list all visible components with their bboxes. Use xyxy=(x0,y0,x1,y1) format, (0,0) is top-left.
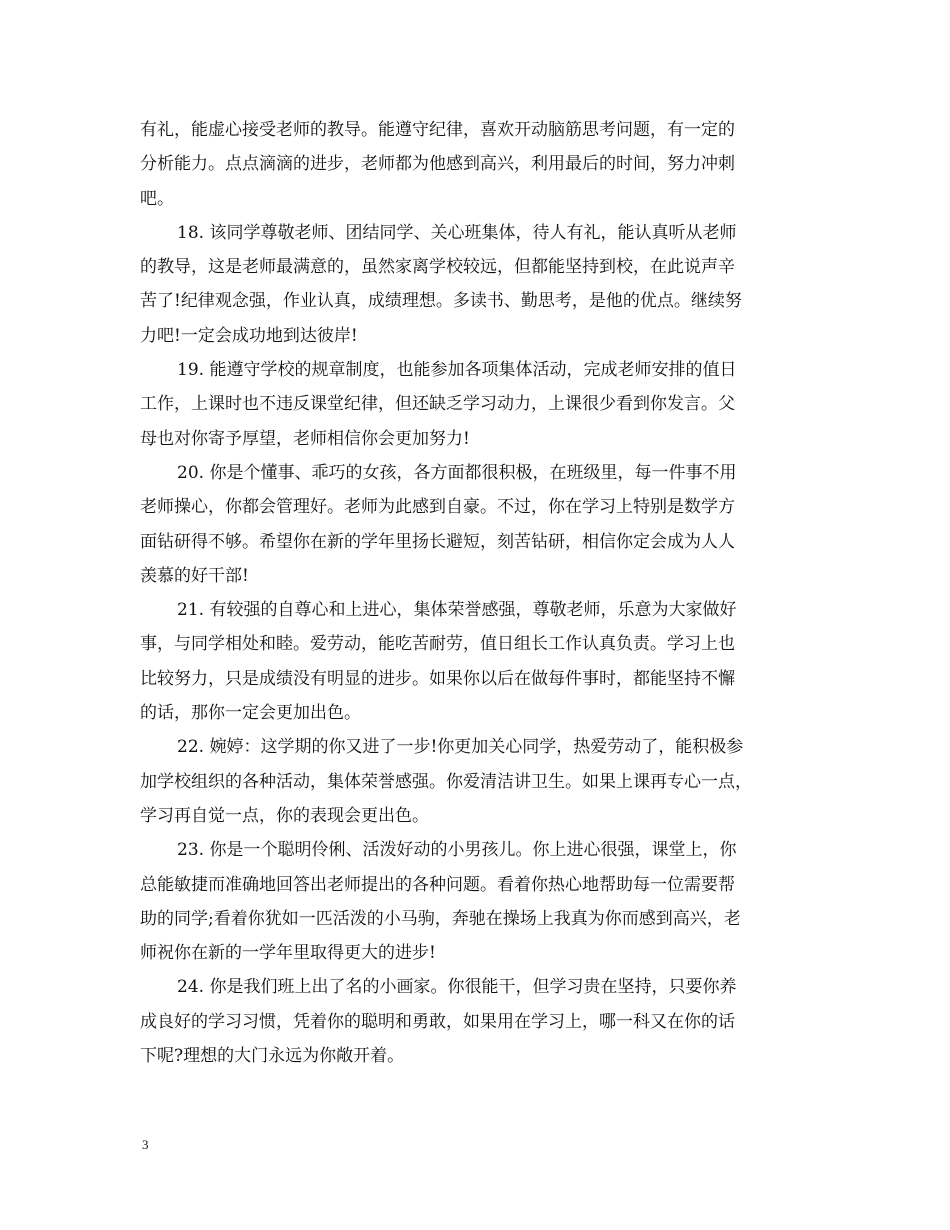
text-line: 23. 你是一个聪明伶俐、活泼好动的小男孩儿。你上进心很强，课堂上，你 xyxy=(177,840,737,861)
text-line: 助的同学;看着你犹如一匹活泼的小马驹，奔驰在操场上我真为你而感到高兴，老 xyxy=(140,908,741,929)
document-body xyxy=(140,113,830,1073)
text-line: 22. 婉婷：这学期的你又进了一步!你更加关心同学，热爱劳动了，能积极参 xyxy=(177,737,744,758)
text-line: 有礼，能虚心接受老师的教导。能遵守纪律，喜欢开动脑筋思考问题，有一定的 xyxy=(140,120,735,140)
text-line: 工作，上课时也不违反课堂纪律，但还缺乏学习动力，上课很少看到你发言。父 xyxy=(140,394,735,415)
page-number: 3 xyxy=(142,1137,149,1152)
text-line: 力吧!一定会成功地到达彼岸! xyxy=(140,325,358,346)
text-line: 的话，那你一定会更加出色。 xyxy=(140,703,361,724)
text-line: 师祝你在新的一学年里取得更大的进步! xyxy=(140,943,436,964)
text-line: 事，与同学相处和睦。爱劳动，能吃苦耐劳，值日组长工作认真负责。学习上也 xyxy=(140,634,735,655)
text-line: 18. 该同学尊敬老师、团结同学、关心班集体，待人有礼，能认真听从老师 xyxy=(177,222,737,243)
text-line: 学习再自觉一点，你的表现会更出色。 xyxy=(140,805,429,826)
text-line: 比较努力，只是成绩没有明显的进步。如果你以后在做每件事时，都能坚持不懈 xyxy=(140,668,735,689)
text-line: 24. 你是我们班上出了名的小画家。你很能干，但学习贵在坚持，只要你养 xyxy=(177,977,737,998)
text-line: 羡慕的好干部! xyxy=(140,565,249,586)
text-line: 20. 你是个懂事、乖巧的女孩，各方面都很积极，在班级里，每一件事不用 xyxy=(177,462,737,483)
text-line: 下呢?理想的大门永远为你敞开着。 xyxy=(140,1046,405,1067)
text-line: 加学校组织的各种活动，集体荣誉感强。你爱清洁讲卫生。如果上课再专心一点， xyxy=(140,771,752,792)
text-line: 吧。 xyxy=(140,188,174,209)
text-line: 母也对你寄予厚望，老师相信你会更加努力! xyxy=(140,428,470,449)
text-line: 成良好的学习习惯，凭着你的聪明和勇敢，如果用在学习上，哪一科又在你的话 xyxy=(140,1011,735,1032)
text-line: 分析能力。点点滴滴的进步，老师都为他感到高兴，利用最后的时间，努力冲刺 xyxy=(140,154,735,175)
text-line: 的教导，这是老师最满意的，虽然家离学校较远，但都能坚持到校，在此说声辛 xyxy=(140,257,735,278)
text-line: 苦了!纪律观念强，作业认真，成绩理想。多读书、勤思考，是他的优点。继续努 xyxy=(140,291,742,312)
text-line: 总能敏捷而准确地回答出老师提出的各种问题。看着你热心地帮助每一位需要帮 xyxy=(140,874,735,895)
text-line: 21. 有较强的自尊心和上进心，集体荣誉感强，尊敬老师，乐意为大家做好 xyxy=(177,600,737,621)
text-line: 面钻研得不够。希望你在新的学年里扬长避短，刻苦钻研，相信你定会成为人人 xyxy=(140,531,735,552)
text-line: 老师操心，你都会管理好。老师为此感到自豪。不过，你在学习上特别是数学方 xyxy=(140,497,735,518)
text-line: 19. 能遵守学校的规章制度，也能参加各项集体活动，完成老师安排的值日 xyxy=(177,360,737,381)
